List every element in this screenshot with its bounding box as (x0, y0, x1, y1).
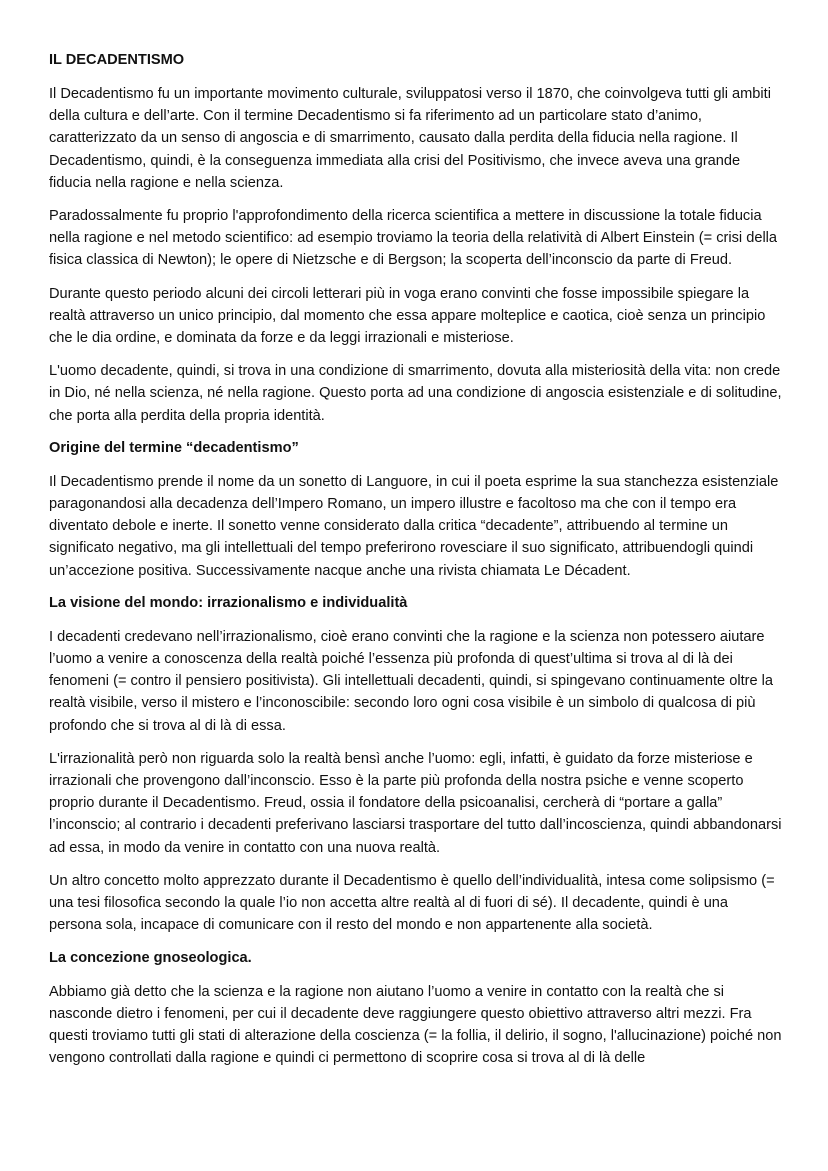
paragraph-visione-2: L'irrazionalità però non riguarda solo la realtà bensì anche l’uomo: egli, infatti, è guidato da forze misteriose e irrazionali che provengono dall’inconscio. Esso è la parte più profonda della nostra psiche e venne scoperto proprio durante il Decadentismo. Freud, ossia il fondatore della psicoanalisi, cercherà di “portare a galla” l’inconscio; al contrario i decadenti preferivano lasciarsi trasportare del tutto dall’incoscienza, quindi abbandonarsi ad essa, in modo da venire in contatto con una nuova realtà. (49, 750, 782, 856)
section-heading-visione-del-mondo: La visione del mondo: irrazionalismo e individualità (49, 594, 408, 611)
paragraph-intro-4: L'uomo decadente, quindi, si trova in una condizione di smarrimento, dovuta alla misteriosità della vita: non crede in Dio, né nella scienza, né nella ragione. Questo porta ad una condizione di angoscia esistenziale e di solitudine, che porta alla perdita della propria identità. (49, 363, 782, 424)
section-heading-gnoseologica: La concezione gnoseologica. (49, 949, 252, 966)
document-page (49, 50, 784, 1080)
document-title: IL DECADENTISMO (49, 52, 185, 68)
paragraph-visione-1: I decadenti credevano nell’irrazionalismo, cioè erano convinti che la ragione e la scienza non potessero aiutare l’uomo a venire a conoscenza della realtà poiché l’essenza più profonda di quest’ultima si trova al di là dei fenomeni (= contro il pensiero positivista). Gli intellettuali decadenti, quindi, si spingevano continuamente oltre la realtà visibile, verso il mistero e l’inconoscibile: secondo loro ogni cosa visibile è un simbolo di qualcosa di più profondo che si trova al di là di essa. (49, 628, 774, 734)
section-heading-origine: Origine del termine “decadentismo” (49, 439, 299, 456)
paragraph-visione-3: Un altro concetto molto apprezzato durante il Decadentismo è quello dell’individualità, intesa come solipsismo (= una tesi filosofica secondo la quale l’io non accetta altre realtà al di fuori di sé). Il decadente, quindi è una persona sola, incapace di comunicare con il resto del mondo e non appartenente alla società. (49, 872, 775, 934)
paragraph-intro-1: Il Decadentismo fu un importante movimento culturale, sviluppatosi verso il 1870, che coinvolgeva tutti gli ambiti della cultura e dell’arte. Con il termine Decadentismo si fa riferimento ad un particolare stato d’animo, caratterizzato da un senso di angoscia e di smarrimento, causato dalla perdita della fiducia nella ragione. Il Decadentismo, quindi, è la conseguenza immediata alla crisi del Positivismo, che invece aveva una grande fiducia nella ragione e nella scienza. (49, 86, 771, 191)
paragraph-gnoseologica-1: Abbiamo già detto che la scienza e la ragione non aiutano l’uomo a venire in contatto con la realtà che si nasconde dietro i fenomeni, per cui il decadente deve raggiungere questo obiettivo attraverso altri mezzi. Fra questi troviamo tutti gli stati di alterazione della coscienza (= la follia, il delirio, il sogno, l'allucinazione) poiché non vengono controllati dalla ragione e quindi ci permettono di scoprire cosa si trova al di là delle (49, 983, 782, 1067)
paragraph-intro-3: Durante questo periodo alcuni dei circoli letterari più in voga erano convinti che fosse impossibile spiegare la realtà attraverso un unico principio, dal momento che essa appare molteplice e caotica, cioè senza un principio che le dia ordine, e dominata da forze e da leggi irrazionali e misteriose. (49, 285, 766, 347)
paragraph-intro-2: Paradossalmente fu proprio l'approfondimento della ricerca scientifica a mettere in discussione la totale fiducia nella ragione e nel metodo scientifico: ad esempio troviamo la teoria della relatività di Albert Einstein (= crisi della fisica classica di Newton); le opere di Nietzsche e di Bergson; la scoperta dell’inconscio da parte di Freud. (49, 208, 778, 269)
paragraph-origine-1: Il Decadentismo prende il nome da un sonetto di Languore, in cui il poeta esprime la sua stanchezza esistenziale paragonandosi alla decadenza dell’Impero Romano, un impero illustre e facoltoso ma che con il tempo era diventato debole e inerte. Il sonetto venne considerato dalla critica “decadente”, attribuendo al termine un significato negativo, ma gli intellettuali del tempo preferirono rovesciare il suo significato, attribuendogli quindi un’accezione positiva. Successivamente nacque anche una rivista chiamata Le Décadent. (49, 473, 779, 579)
